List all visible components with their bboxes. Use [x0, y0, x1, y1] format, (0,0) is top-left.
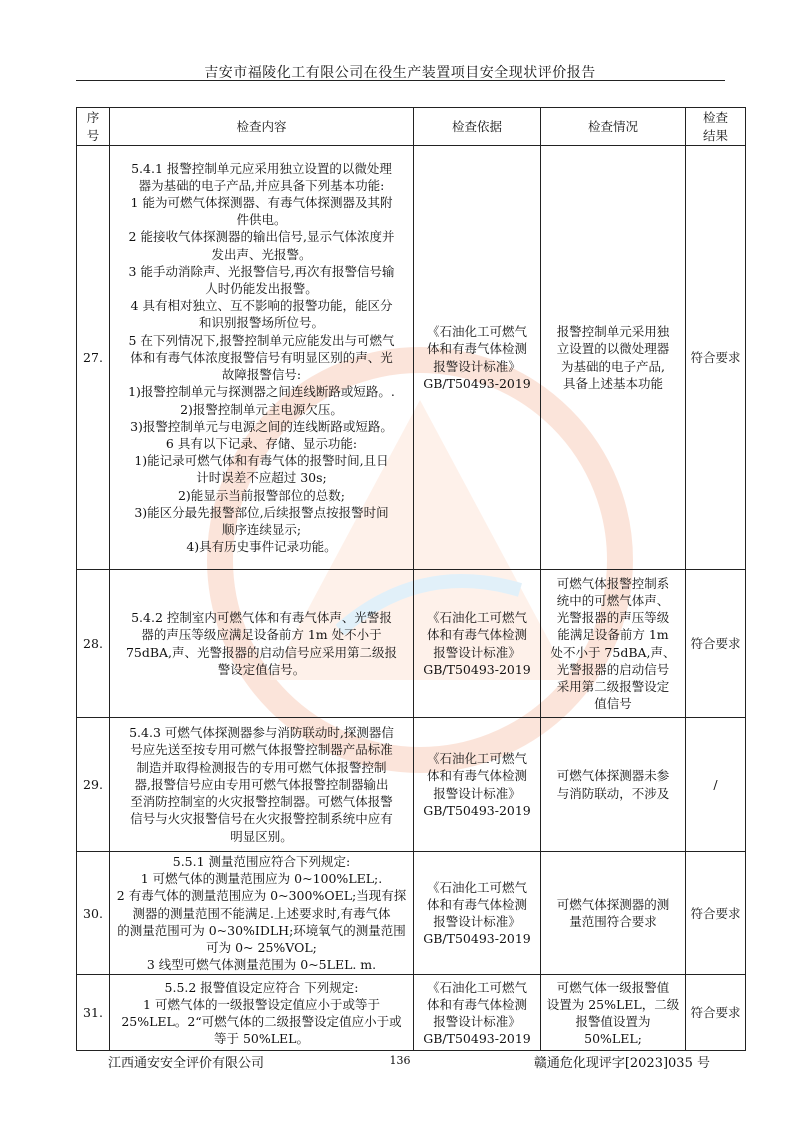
- check-content-line: 5.4.3 可燃气体探测器参与消防联动时,探测器信: [129, 725, 394, 741]
- check-situation-line: 可燃气体报警控制系: [556, 575, 670, 591]
- check-situation-line: 可燃气体探测器未参: [556, 768, 670, 784]
- col-header-content: 检查内容: [110, 108, 414, 146]
- check-content-line: 和识别报警场所位号。: [198, 315, 324, 331]
- check-content-line: 器为基础的电子产品,并应具备下列基本功能:: [138, 177, 385, 193]
- check-result: [686, 146, 746, 570]
- check-content-line: 器,报警信号应由专用可燃气体报警控制器输出: [134, 776, 389, 792]
- header-divider: [76, 80, 725, 81]
- check-content-line: 信号与火灾报警信号在火灾报警控制系统中应有: [130, 811, 393, 827]
- check-content-line: 1 能为可燃气体探测器、有毒气体探测器及其附: [130, 195, 393, 211]
- check-content-line: 3)报警控制单元与电源之间的连线断路或短路。: [130, 418, 393, 434]
- check-content-line: 测器的测量范围不能满足.上述要求时,有毒气体: [132, 905, 391, 921]
- check-result: [686, 852, 746, 975]
- check-situation-line: 报警控制单元采用独: [556, 324, 670, 340]
- check-content-line: 发出声、光报警。: [211, 246, 312, 262]
- row-number: 28.: [77, 570, 110, 718]
- check-content-line: 4 具有相对独立、互不影响的报警功能，能区分: [130, 298, 393, 314]
- check-basis-line: 报警设计标准》: [433, 785, 521, 801]
- page-header-title: 吉安市福陵化工有限公司在役生产装置项目安全现状评价报告: [204, 65, 596, 81]
- check-result: [686, 975, 746, 1051]
- check-situation-line: 处不小于 75dBA,声、: [550, 644, 676, 660]
- check-basis: [414, 146, 541, 570]
- check-content-line: 计时误差不应超过 30s;: [196, 470, 327, 486]
- check-result-line: 要求: [715, 905, 741, 921]
- check-content: [110, 718, 414, 852]
- check-content-line: 3 线型可燃气体测量范围为 0~5LEL. m.: [146, 957, 377, 973]
- check-situation-line: 与消防联动，不涉及: [556, 785, 670, 801]
- inspection-table: [76, 107, 746, 1051]
- check-content-line: 5.4.1 报警控制单元应采用独立设置的以微处理: [131, 160, 392, 176]
- check-basis-line: 报警设计标准》: [433, 358, 521, 374]
- check-situation-line: 具备上述基本功能: [562, 375, 663, 391]
- table-row: [77, 146, 746, 570]
- check-result: [686, 718, 746, 852]
- check-content-line: 1)能记录可燃气体和有毒气体的报警时间,且日: [134, 453, 389, 469]
- check-situation: [541, 852, 686, 975]
- row-number: 29.: [77, 718, 110, 852]
- check-content-line: 6 具有以下记录、存储、显示功能:: [165, 435, 358, 451]
- footer-page-number: 136: [389, 1054, 411, 1067]
- check-content: [110, 852, 414, 975]
- check-basis-line: 体和有毒气体检测: [426, 768, 527, 784]
- check-basis-line: 《石油化工可燃气: [426, 610, 527, 626]
- check-basis-line: 《石油化工可燃气: [426, 979, 527, 995]
- check-basis-line: GB/T50493-2019: [423, 1031, 531, 1047]
- check-content-line: 至消防控制室的火灾报警控制器。可燃气体报警: [130, 794, 393, 810]
- check-result-line: 要求: [715, 1005, 741, 1021]
- check-basis-line: 《石油化工可燃气: [426, 324, 527, 340]
- check-basis-line: 体和有毒气体检测: [426, 897, 527, 912]
- check-content-line: 器的声压等级应满足设备前方 1m 处不小于: [141, 627, 382, 643]
- row-number: 30.: [77, 852, 110, 975]
- check-result-line: 符合: [690, 635, 716, 651]
- row-number: 27.: [77, 146, 110, 570]
- check-basis-line: 《石油化工可燃气: [426, 751, 527, 767]
- check-content-line: 1 可燃气体的测量范围应为 0~100%LEL;.: [140, 871, 383, 887]
- footer-company: 江西通安安全评价有限公司: [108, 1056, 265, 1071]
- check-situation-line: 值信号: [594, 696, 632, 712]
- check-content-line: 件供电。: [236, 212, 287, 228]
- footer-doc-number: 赣通危化现评字[2023]035 号: [533, 1056, 710, 1071]
- table-row: [77, 975, 746, 1051]
- check-content-line: 5.5.1 测量范围应符合下列规定:: [172, 854, 351, 869]
- check-basis-line: 报警设计标准》: [433, 914, 521, 930]
- check-basis-line: 体和有毒气体检测: [426, 341, 527, 357]
- col-header-basis: 检查依据: [414, 108, 541, 146]
- check-situation-line: 统中的可燃气体声、: [556, 592, 670, 608]
- check-situation-line: 光警报器的声压等级: [556, 610, 670, 626]
- check-situation: [541, 975, 686, 1051]
- check-content-line: 1)报警控制单元与探测器之间连线断路或短路。.: [128, 384, 395, 400]
- check-content-line: 2)报警控制单元主电源欠压。: [180, 401, 343, 417]
- check-basis-line: GB/T50493-2019: [423, 802, 531, 818]
- check-content-line: 警设定值信号。: [217, 661, 306, 677]
- check-content-line: 2 能接收气体探测器的输出信号,显示气体浓度并: [128, 229, 395, 245]
- check-result-line: 符合: [690, 349, 716, 365]
- check-situation-line: 为基础的电子产品,: [561, 358, 665, 374]
- check-content-line: 2 有毒气体的测量范围应为 0~300%OEL;当现有探: [116, 888, 407, 904]
- check-situation-line: 可燃气体探测器的测: [556, 897, 670, 912]
- check-content: [110, 975, 414, 1051]
- check-content: [110, 146, 414, 570]
- check-content-line: 制造并取得检测报告的专用可燃气体报警控制: [136, 759, 387, 775]
- check-basis: [414, 718, 541, 852]
- check-content-line: 4)具有历史事件记录功能。: [186, 539, 337, 555]
- check-situation-line: 量范围符合要求: [569, 914, 657, 930]
- check-content-line: 号应先送至按专用可燃气体报警控制器产品标准: [130, 742, 393, 758]
- table-row: [77, 570, 746, 718]
- check-content-line: 人时仍能发出报警。: [205, 281, 318, 297]
- check-content-line: 体和有毒气体浓度报警信号有明显区别的声、光: [130, 349, 393, 365]
- check-content-line: 5 在下列情况下,报警控制单元应能发出与可燃气: [128, 332, 395, 348]
- check-result-line: 要求: [715, 349, 741, 365]
- check-content-line: 3)能区分最先报警部位,后续报警点按报警时间: [134, 504, 389, 520]
- check-content-line: 75dBA,声、光警报器的启动信号应采用第二级报: [125, 644, 398, 660]
- check-basis: [414, 570, 541, 718]
- check-basis-line: 《石油化工可燃气: [426, 879, 527, 895]
- check-result-line: /: [713, 776, 718, 792]
- check-situation-line: 能满足设备前方 1m: [557, 627, 669, 643]
- check-content-line: 的测量范围可为 0~30%IDLH;环境氧气的测量范围: [117, 922, 406, 938]
- check-situation-line: 设置为 25%LEL，二级: [546, 996, 680, 1012]
- check-content-line: 可为 0~ 25%VOL;: [206, 940, 317, 956]
- check-situation-line: 50%LEL;: [584, 1031, 642, 1047]
- col-header-no: 序 号: [77, 108, 110, 146]
- col-header-situation: 检查情况: [541, 108, 686, 146]
- check-situation: [541, 718, 686, 852]
- check-situation: [541, 570, 686, 718]
- check-basis-line: GB/T50493-2019: [423, 661, 531, 677]
- check-content-line: 顺序连续显示;: [221, 521, 302, 537]
- check-basis-line: 报警设计标准》: [433, 644, 521, 660]
- check-content-line: 5.4.2 控制室内可燃气体和有毒气体声、光警报: [131, 610, 392, 626]
- check-basis-line: 体和有毒气体检测: [426, 996, 527, 1012]
- check-basis-line: 报警设计标准》: [433, 1013, 521, 1029]
- check-content-line: 25%LEL。2“可燃气体的二级报警设定值应小于或: [121, 1013, 402, 1029]
- check-basis: [414, 975, 541, 1051]
- check-content-line: 2)能显示当前报警部位的总数;: [177, 487, 346, 503]
- check-result-line: 符合: [690, 1005, 716, 1021]
- check-situation-line: 立设置的以微处理器: [556, 341, 670, 357]
- col-header-result: 检查 结果: [686, 108, 746, 146]
- check-content-line: 明显区别。: [230, 828, 293, 844]
- check-result: [686, 570, 746, 718]
- check-result-line: 要求: [715, 635, 741, 651]
- check-content-line: 1 可燃气体的一级报警设定值应小于或等于: [143, 996, 380, 1012]
- check-content-line: 5.5.2 报警值设定应符合 下列规定:: [164, 979, 359, 995]
- check-situation-line: 可燃气体一级报警值: [556, 979, 670, 995]
- check-situation-line: 报警值设置为: [575, 1013, 651, 1029]
- table-row: [77, 718, 746, 852]
- table-header-row: [77, 108, 746, 146]
- check-basis-line: GB/T50493-2019: [423, 375, 531, 391]
- check-basis-line: GB/T50493-2019: [423, 931, 531, 947]
- check-content-line: 3 能手动消除声、光报警信号,再次有报警信号输: [128, 263, 395, 279]
- check-content-line: 等于 50%LEL。: [214, 1031, 309, 1047]
- row-number: 31.: [77, 975, 110, 1051]
- table-row: [77, 852, 746, 975]
- check-situation-line: 光警报器的启动信号: [556, 661, 670, 677]
- check-situation-line: 采用第二级报警设定: [556, 678, 670, 694]
- check-basis: [414, 852, 541, 975]
- check-result-line: 符合: [690, 905, 716, 921]
- check-content-line: 故障报警信号:: [221, 367, 302, 383]
- check-basis-line: 体和有毒气体检测: [426, 627, 527, 643]
- check-content: [110, 570, 414, 718]
- check-situation: [541, 146, 686, 570]
